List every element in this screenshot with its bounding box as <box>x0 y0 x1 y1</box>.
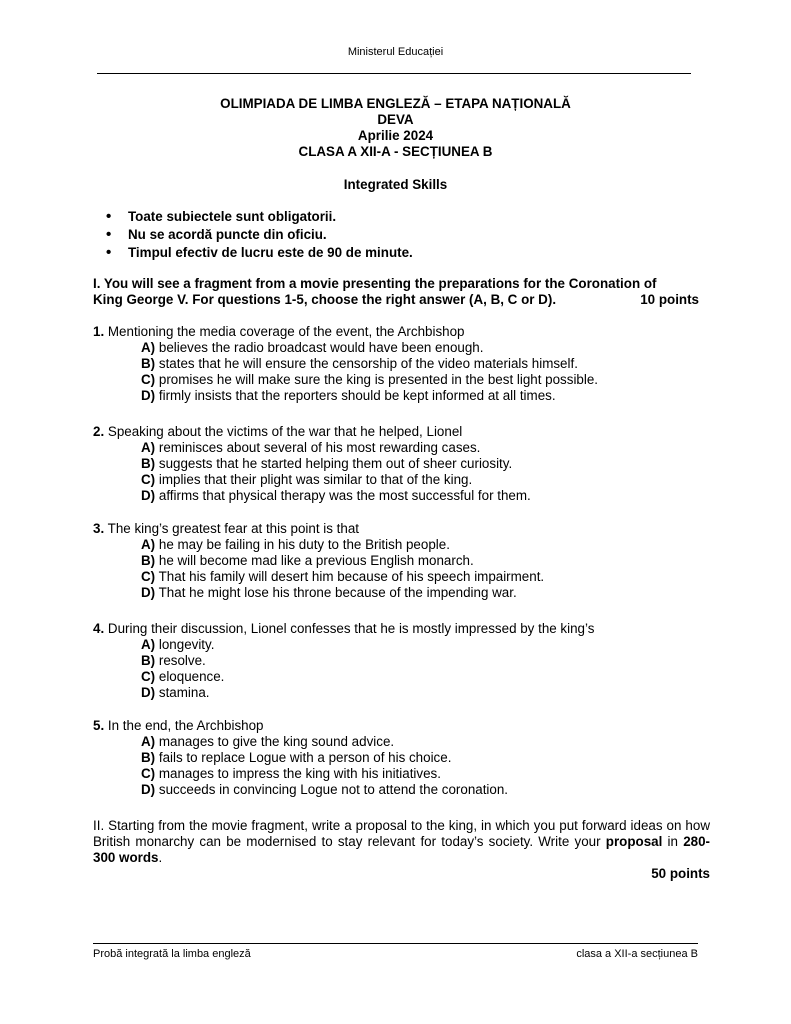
question-number: 3. <box>93 521 105 536</box>
title-line-2: DEVA <box>377 112 414 127</box>
answer-option <box>93 440 713 456</box>
option-text: believes the radio broadcast would have been enough. <box>158 340 484 355</box>
answer-option <box>93 553 713 569</box>
option-letter: B) <box>141 356 156 371</box>
question-text: In the end, the Archbishop <box>107 718 264 733</box>
option-text: implies that their plight was similar to that of the king. <box>158 472 473 487</box>
option-letter: A) <box>141 637 156 652</box>
answer-option <box>93 669 713 685</box>
option-letter: C) <box>141 766 156 781</box>
option-letter: B) <box>141 750 156 765</box>
option-letter: A) <box>141 734 156 749</box>
section-2-bold-proposal: proposal <box>605 834 663 849</box>
option-text: firmly insists that the reporters should be kept informed at all times. <box>158 388 556 403</box>
question-text: Speaking about the victims of the war that he helped, Lionel <box>107 424 463 439</box>
section-2-points: 50 points <box>651 866 710 881</box>
answer-option <box>93 750 713 766</box>
option-letter: A) <box>141 440 156 455</box>
question-stem <box>93 621 713 637</box>
footer-left: Probă integrată la limba engleză <box>93 948 251 960</box>
section-2-bold-words: 280-300 words <box>93 834 710 865</box>
answer-option <box>93 766 713 782</box>
question-number: 5. <box>93 718 105 733</box>
answer-option <box>93 585 713 601</box>
option-text: That he might lose his throne because of the impending war. <box>158 585 517 600</box>
option-text: promises he will make sure the king is presented in the best light possible. <box>158 372 599 387</box>
option-letter: D) <box>141 388 156 403</box>
exam-subtitle: Integrated Skills <box>343 177 448 192</box>
question-number: 1. <box>93 324 105 339</box>
option-letter: C) <box>141 669 156 684</box>
option-text: affirms that physical therapy was the most successful for them. <box>158 488 531 503</box>
section-1-points: 10 points <box>640 292 699 307</box>
answer-option <box>93 685 713 701</box>
answer-option <box>93 653 713 669</box>
question-text: Mentioning the media coverage of the event, the Archbishop <box>107 324 465 339</box>
option-text: eloquence. <box>158 669 225 684</box>
option-letter: B) <box>141 456 156 471</box>
question-stem <box>93 424 713 440</box>
option-text: resolve. <box>158 653 206 668</box>
option-letter: A) <box>141 340 156 355</box>
question-stem <box>93 324 713 340</box>
answer-option <box>93 488 713 504</box>
option-letter: B) <box>141 653 156 668</box>
option-text: suggests that he started helping them out of sheer curiosity. <box>158 456 513 471</box>
option-text: manages to impress the king with his initiatives. <box>158 766 441 781</box>
answer-option <box>93 637 713 653</box>
question-stem <box>93 521 713 537</box>
answer-option <box>93 456 713 472</box>
option-text: stamina. <box>158 685 210 700</box>
rule-item: • Timpul efectiv de lucru este de 90 de minute. <box>106 244 413 262</box>
footer-right: clasa a XII-a secțiunea B <box>576 948 698 960</box>
rule-item: • Nu se acordă puncte din oficiu. <box>106 226 413 244</box>
option-text: fails to replace Logue with a person of his choice. <box>158 750 452 765</box>
section-1-instructions <box>93 276 709 308</box>
section-2-instructions <box>93 818 710 866</box>
title-line-1: OLIMPIADA DE LIMBA ENGLEZĂ – ETAPA NAȚIONALĂ <box>220 96 571 111</box>
section-2-text: II. Starting from the movie fragment, write a proposal to the king, in which you put forward ideas on how British monarchy can be modernised to stay relevant for today’s society. Write your <box>93 818 710 849</box>
question-5 <box>93 718 713 798</box>
answer-option <box>93 734 713 750</box>
section-2-text-end: . <box>158 850 163 865</box>
question-text: The king’s greatest fear at this point is that <box>107 521 359 536</box>
option-letter: C) <box>141 569 156 584</box>
answer-option <box>93 340 713 356</box>
answer-option <box>93 372 713 388</box>
question-3 <box>93 521 713 601</box>
exam-title <box>0 96 791 160</box>
option-text: manages to give the king sound advice. <box>158 734 395 749</box>
option-letter: C) <box>141 372 156 387</box>
rules-list <box>106 208 413 262</box>
ministry-header: Ministerul Educației <box>347 46 444 58</box>
option-text: he will become mad like a previous English monarch. <box>158 553 474 568</box>
option-text: states that he will ensure the censorship of the video materials himself. <box>158 356 578 371</box>
section-2-text-mid: in <box>667 834 678 849</box>
option-text: he may be failing in his duty to the British people. <box>158 537 450 552</box>
option-letter: D) <box>141 782 156 797</box>
answer-option <box>93 356 713 372</box>
answer-option <box>93 569 713 585</box>
question-number: 2. <box>93 424 105 439</box>
question-stem <box>93 718 713 734</box>
answer-option <box>93 472 713 488</box>
title-line-4: CLASA A XII-A - SECȚIUNEA B <box>298 144 493 159</box>
footer-divider <box>93 943 698 944</box>
answer-option <box>93 782 713 798</box>
option-text: That his family will desert him because of his speech impairment. <box>158 569 545 584</box>
question-text: During their discussion, Lionel confesses that he is mostly impressed by the king’s <box>107 621 595 636</box>
option-text: reminisces about several of his most rewarding cases. <box>158 440 481 455</box>
title-line-3: Aprilie 2024 <box>357 128 434 143</box>
option-letter: C) <box>141 472 156 487</box>
option-letter: D) <box>141 488 156 503</box>
answer-option <box>93 388 713 404</box>
question-number: 4. <box>93 621 105 636</box>
option-text: succeeds in convincing Logue not to attend the coronation. <box>158 782 509 797</box>
option-letter: A) <box>141 537 156 552</box>
section-1-line-1: I. You will see a fragment from a movie presenting the preparations for the Coronation of <box>93 276 657 291</box>
question-2 <box>93 424 713 504</box>
option-letter: D) <box>141 685 156 700</box>
question-1 <box>93 324 713 404</box>
option-letter: B) <box>141 553 156 568</box>
answer-option <box>93 537 713 553</box>
question-4 <box>93 621 713 701</box>
header-divider <box>97 73 691 74</box>
option-text: longevity. <box>158 637 215 652</box>
section-1-line-2: King George V. For questions 1-5, choose the right answer (A, B, C or D). <box>93 292 557 307</box>
option-letter: D) <box>141 585 156 600</box>
rule-item: • Toate subiectele sunt obligatorii. <box>106 208 413 226</box>
